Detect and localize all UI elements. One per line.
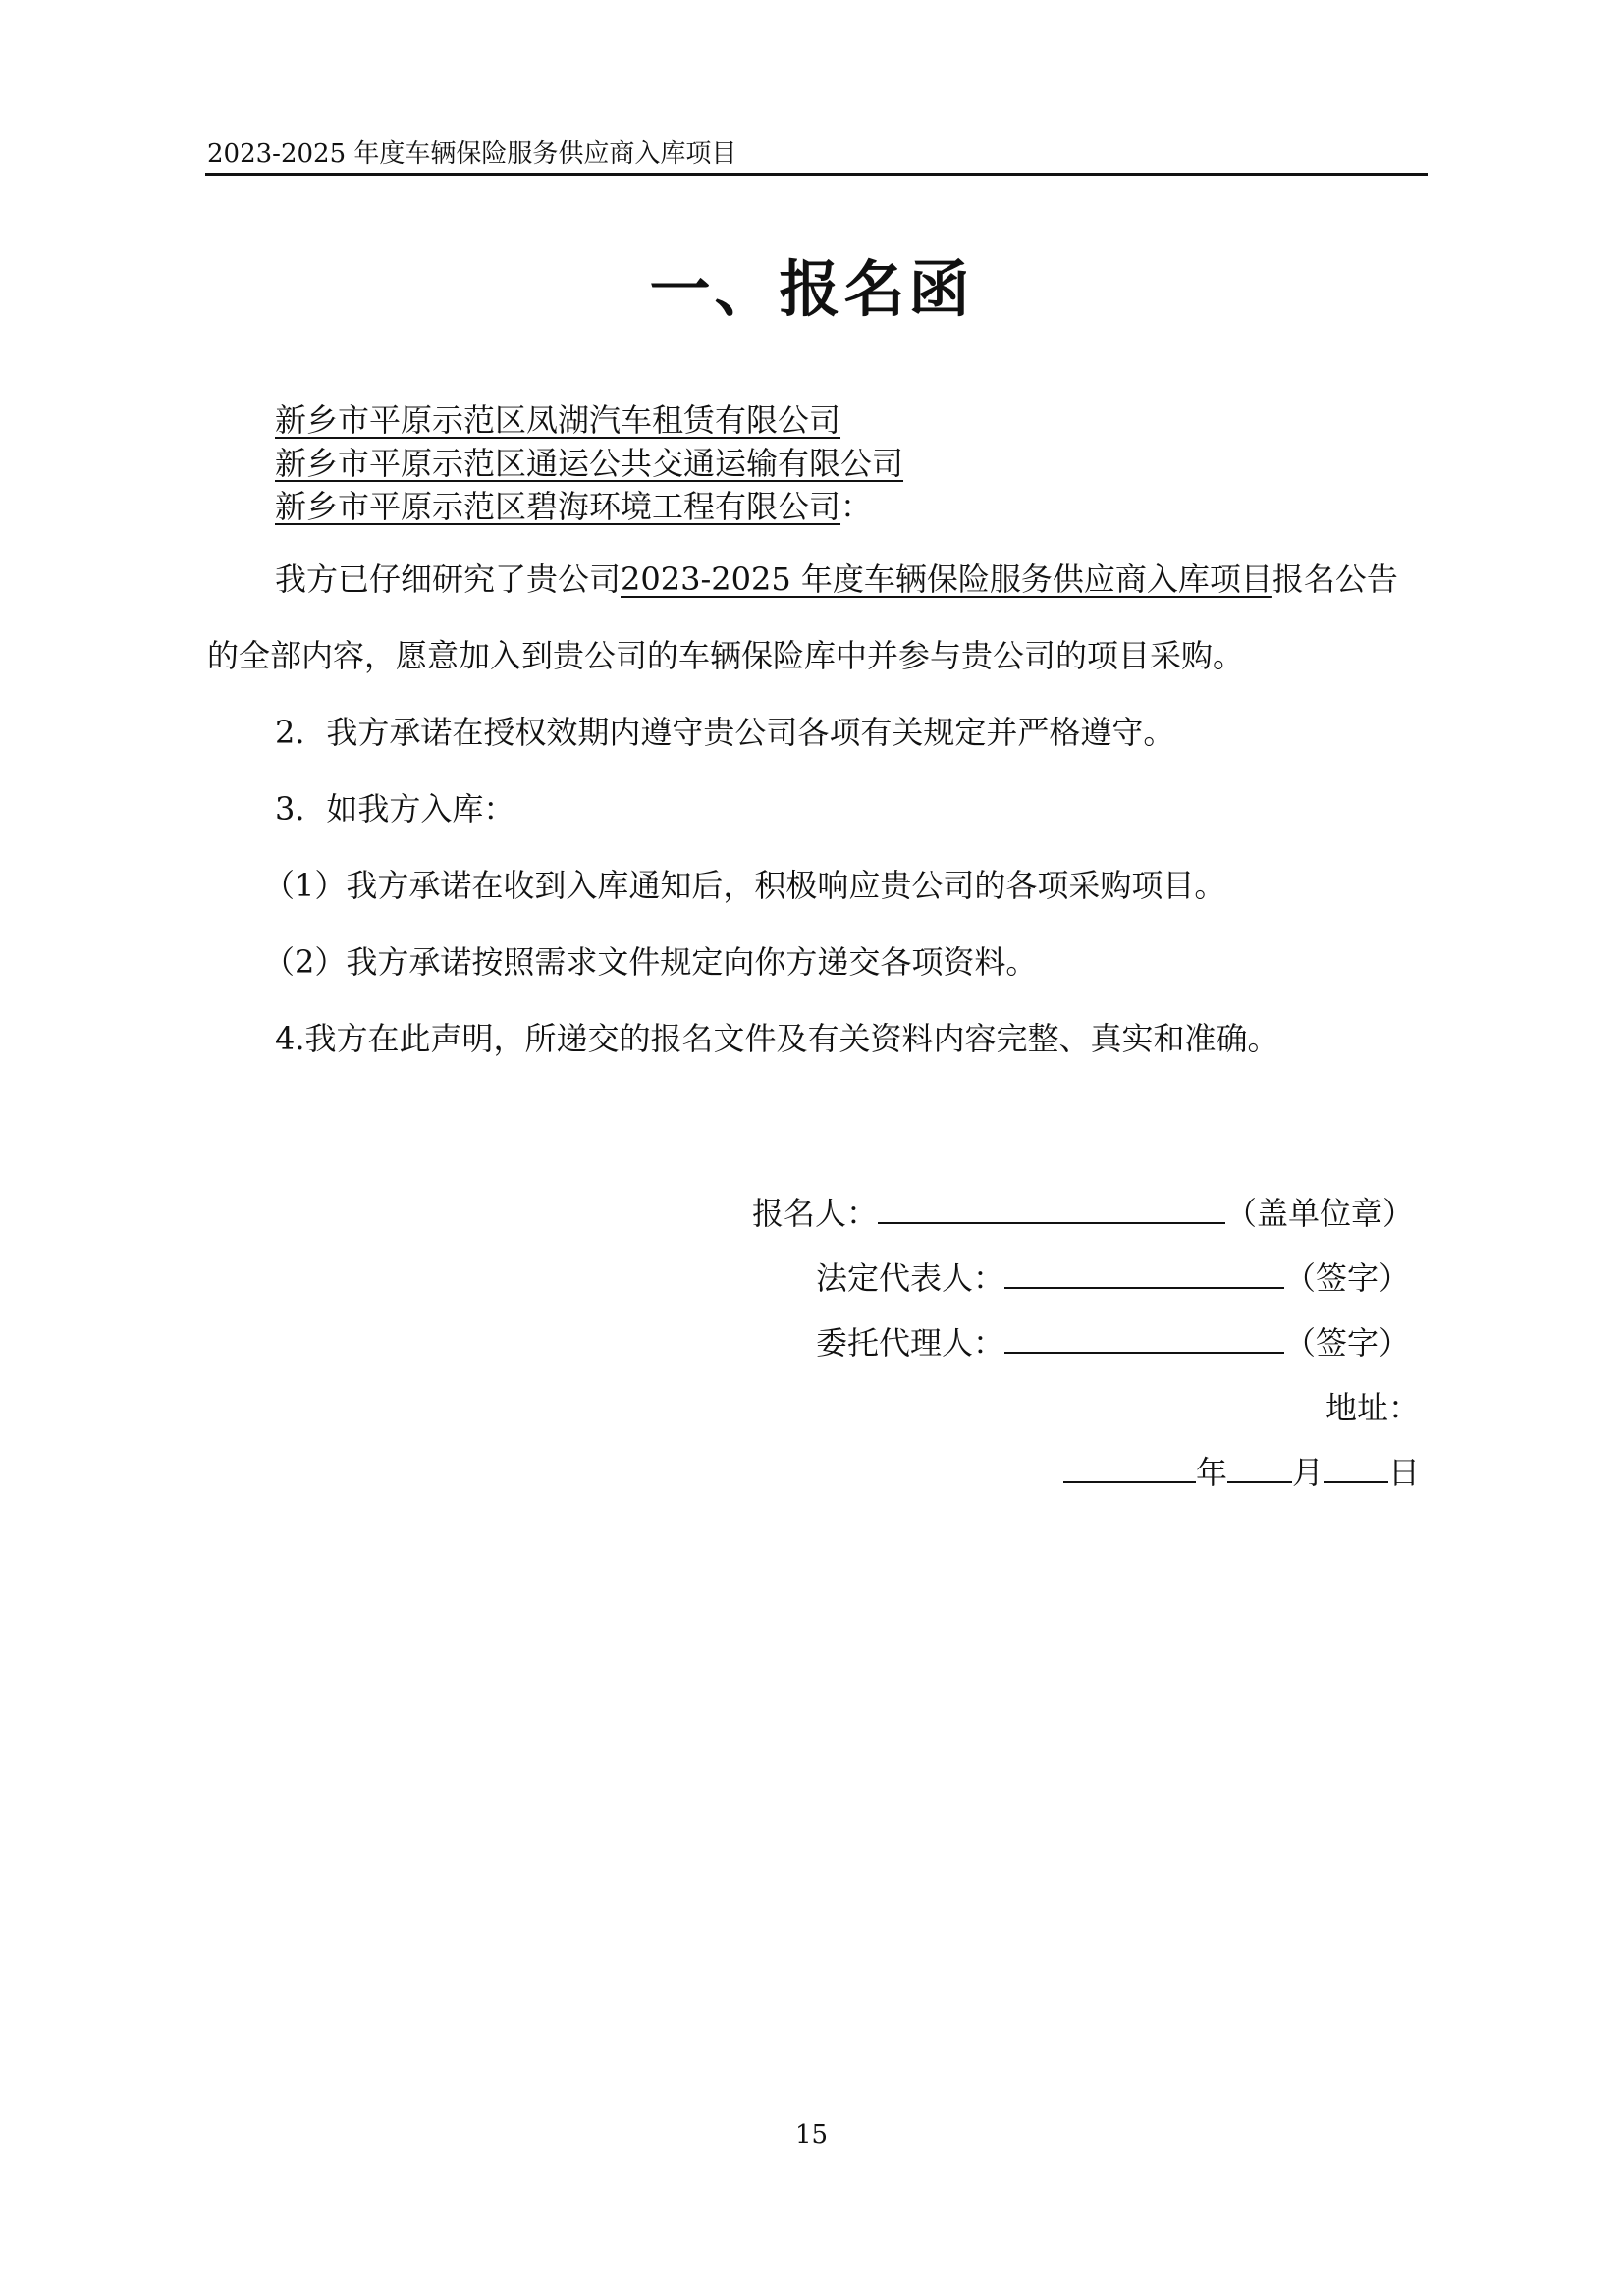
legal-rep-label: 法定代表人： [816, 1259, 1005, 1297]
applicant-blank [878, 1195, 1225, 1224]
applicant-note: （盖单位章） [1225, 1195, 1415, 1232]
paragraph-1-continuation: 的全部内容，愿意加入到贵公司的车辆保险库中并参与贵公司的项目采购。 [207, 637, 1245, 674]
applicant-label: 报名人： [752, 1195, 879, 1232]
agent-label: 委托代理人： [816, 1324, 1005, 1362]
month-label: 月 [1292, 1454, 1325, 1491]
recipient-line [275, 487, 872, 526]
page-number: 15 [794, 2120, 829, 2150]
recipient-line [275, 444, 903, 483]
project-name: 2023-2025 年度车辆保险服务供应商入库项目 [621, 561, 1272, 598]
agent-note: （签字） [1284, 1324, 1411, 1362]
day-blank [1324, 1454, 1388, 1483]
legal-rep-blank [1004, 1259, 1284, 1289]
paragraph-2: 2．我方承诺在授权效期内遵守贵公司各项有关规定并严格遵守。 [275, 714, 1175, 751]
recipient-name: 新乡市平原示范区凤湖汽车租赁有限公司 [275, 401, 841, 439]
date-line [1063, 1453, 1420, 1492]
day-label: 日 [1388, 1454, 1421, 1491]
paragraph-1: 我方已仔细研究了贵公司2023-2025 年度车辆保险服务供应商入库项目报名公告 [275, 561, 1398, 598]
paragraph-3-item-1: （1）我方承诺在收到入库通知后，积极响应贵公司的各项采购项目。 [263, 867, 1226, 904]
running-header: 2023-2025 年度车辆保险服务供应商入库项目 [207, 139, 737, 169]
month-blank [1227, 1454, 1292, 1483]
paragraph-3-item-2: （2）我方承诺按照需求文件规定向你方递交各项资料。 [263, 943, 1038, 981]
recipient-name: 新乡市平原示范区碧海环境工程有限公司 [275, 488, 841, 525]
recipient-line [275, 400, 840, 440]
recipient-name: 新乡市平原示范区通运公共交通运输有限公司 [275, 445, 904, 482]
paragraph-3: 3．如我方入库： [275, 790, 515, 828]
year-blank [1063, 1454, 1196, 1483]
paragraph-4: 4.我方在此声明，所递交的报名文件及有关资料内容完整、真实和准确。 [275, 1020, 1279, 1057]
applicant-line [752, 1194, 1414, 1233]
header-rule [205, 173, 1428, 176]
legal-rep-note: （签字） [1284, 1259, 1411, 1297]
document-title: 一、报名函 [649, 253, 974, 325]
recipient-colon: ： [840, 488, 873, 525]
agent-blank [1004, 1324, 1284, 1354]
legal-rep-line [816, 1258, 1410, 1298]
address-label: 地址： [1325, 1389, 1421, 1426]
year-label: 年 [1196, 1454, 1228, 1491]
agent-line [816, 1323, 1410, 1362]
